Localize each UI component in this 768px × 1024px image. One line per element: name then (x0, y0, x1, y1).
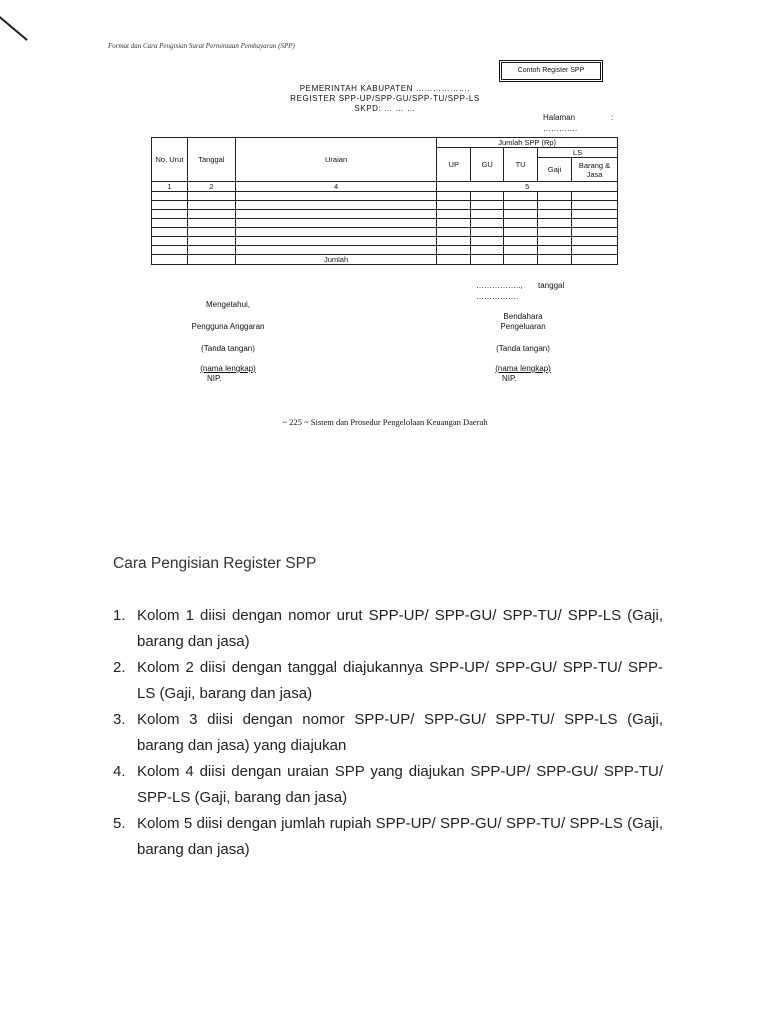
header-ls: LS (538, 148, 618, 158)
right-signature-role-2: Pengeluaran (500, 322, 546, 331)
list-item-text: Kolom 5 diisi dengan jumlah rupiah SPP-UP/ SPP-GU/ SPP-TU/ SPP-LS (Gaji, barang dan jasa) (137, 815, 663, 858)
register-heading: REGISTER SPP-UP/SPP-GU/SPP-TU/SPP-LS (290, 94, 480, 103)
table-row (152, 192, 618, 201)
list-item (113, 707, 663, 759)
col-number-1: 1 (152, 182, 188, 192)
header-tanggal: Tanggal (187, 138, 235, 182)
col-number-5: 5 (437, 182, 618, 192)
list-item (113, 655, 663, 707)
tanggal-label: tanggal (538, 281, 565, 290)
col-number-4: 4 (235, 182, 436, 192)
example-label-box: Contoh Register SPP (501, 62, 601, 80)
table-row (152, 219, 618, 228)
list-item-text: Kolom 4 diisi dengan uraian SPP yang diajukan SPP-UP/ SPP-GU/ SPP-TU/ SPP-LS (Gaji, barang dan jasa) (137, 763, 663, 806)
header-gaji: Gaji (538, 158, 572, 182)
table-row (152, 201, 618, 210)
left-signature-sign: (Tanda tangan) (201, 344, 255, 353)
government-heading: PEMERINTAH KABUPATEN ………………. (299, 84, 471, 93)
header-up: UP (437, 148, 471, 182)
header-uraian: Uraian (235, 138, 436, 182)
halaman-label: Halaman (543, 113, 576, 122)
right-nip: NIP. (502, 374, 517, 383)
right-signature-name: (nama lengkap) (495, 364, 551, 373)
header-jumlah-spp: Jumlah SPP (Rp) (437, 138, 618, 148)
corner-fold-line (0, 11, 28, 40)
register-table (151, 137, 618, 265)
list-item-number: 3. (113, 711, 126, 728)
table-row (152, 237, 618, 246)
col-number-2: 2 (187, 182, 235, 192)
skpd-heading: SKPD: … … … (354, 104, 416, 113)
guide-list (113, 603, 663, 863)
halaman-value: …………. (543, 124, 578, 133)
list-item-text: Kolom 1 diisi dengan nomor urut SPP-UP/ SPP-GU/ SPP-TU/ SPP-LS (Gaji, barang dan jasa) (137, 607, 663, 650)
left-signature-role: Pengguna Anggaran (191, 322, 265, 331)
right-signature-sign: (Tanda tangan) (496, 344, 550, 353)
list-item (113, 759, 663, 811)
list-item-number: 4. (113, 763, 126, 780)
guide-title: Cara Pengisian Register SPP (113, 555, 317, 572)
list-item-number: 5. (113, 815, 126, 832)
left-signature-title: Mengetahui, (205, 300, 251, 309)
list-item-number: 1. (113, 607, 126, 624)
document-header-title: Format dan Cara Pengisian Surat Permintaan Pembayaran (SPP) (108, 42, 295, 50)
list-item (113, 603, 663, 655)
table-row (152, 246, 618, 255)
total-row (152, 255, 618, 265)
header-no-urut: No. Urut (152, 138, 188, 182)
list-item-text: Kolom 2 diisi dengan tanggal diajukannya SPP-UP/ SPP-GU/ SPP-TU/ SPP-LS (Gaji, barang dan jasa) (137, 659, 663, 702)
page-caption: ~ 225 ~ Sistem dan Prosedur Pengelolaan Keuangan Daerah (282, 417, 488, 427)
header-tu: TU (504, 148, 538, 182)
header-gu: GU (471, 148, 504, 182)
left-signature-name: (nama lengkap) (200, 364, 256, 373)
table-row (152, 228, 618, 237)
table-row (152, 210, 618, 219)
left-nip: NIP. (207, 374, 222, 383)
halaman-colon: : (611, 113, 614, 122)
place-date-dots: …………….., (476, 281, 523, 290)
jumlah-label: Jumlah (235, 255, 436, 265)
list-item (113, 811, 663, 863)
list-item-number: 2. (113, 659, 126, 676)
list-item-text: Kolom 3 diisi dengan nomor SPP-UP/ SPP-GU/ SPP-TU/ SPP-LS (Gaji, barang dan jasa) yang diajukan (137, 711, 663, 754)
right-signature-role-1: Bendahara (503, 312, 543, 321)
header-barang-jasa: Barang & Jasa (572, 158, 618, 182)
date-dots: ……………. (476, 292, 519, 301)
